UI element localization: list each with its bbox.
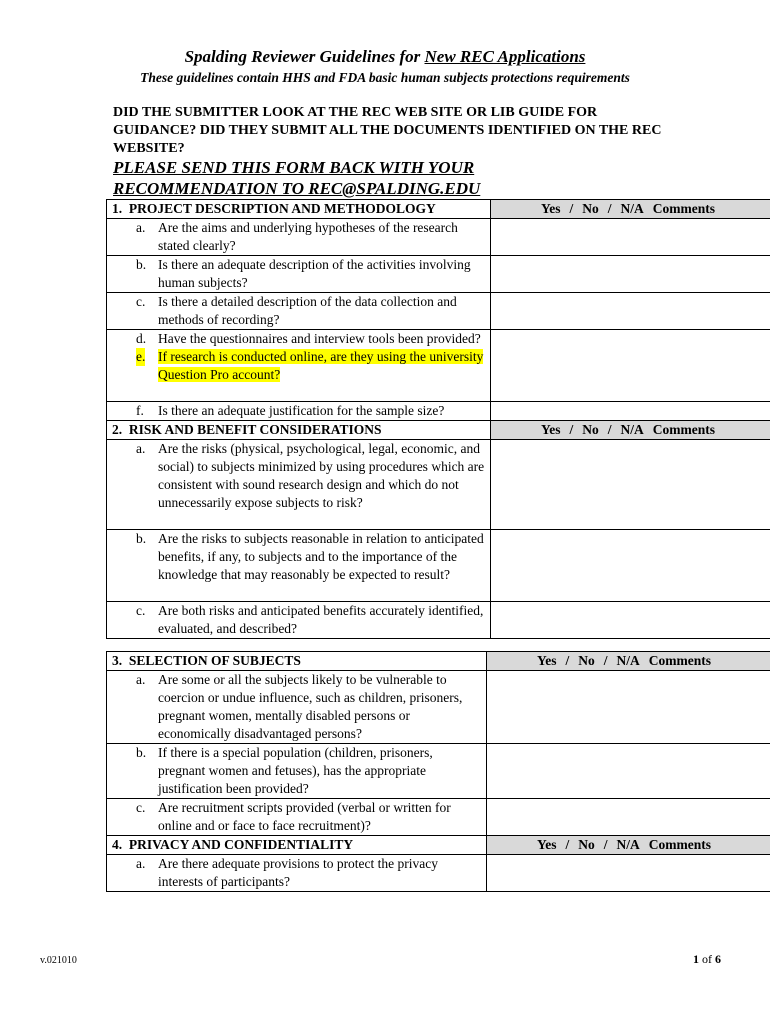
table-row bbox=[107, 402, 770, 421]
item-text-highlighted: If research is conducted online, are they using the university Question Pro account? bbox=[158, 349, 484, 382]
title-prefix: Spalding Reviewer Guidelines for bbox=[184, 47, 425, 66]
page-total: 6 bbox=[715, 952, 721, 966]
col-slash: / bbox=[565, 653, 570, 668]
col-yes: Yes bbox=[537, 837, 557, 852]
item-question bbox=[107, 602, 491, 639]
col-slash: / bbox=[607, 201, 612, 216]
item-text: Have the questionnaires and interview tools been provided? bbox=[158, 331, 481, 346]
item-question bbox=[107, 219, 491, 256]
col-slash: / bbox=[603, 653, 608, 668]
col-slash: / bbox=[569, 201, 574, 216]
item-question bbox=[107, 671, 487, 744]
answer-columns-header bbox=[491, 200, 770, 219]
item-text: Are the aims and underlying hypotheses of the research stated clearly? bbox=[158, 220, 458, 253]
answer-cell[interactable] bbox=[487, 799, 770, 836]
section-number: 3. bbox=[112, 653, 123, 668]
item-text: Are recruitment scripts provided (verbal or written for online and or face to face recruitment)? bbox=[158, 800, 451, 833]
item-text: Is there an adequate justification for the sample size? bbox=[158, 403, 445, 418]
item-text: Are the risks to subjects reasonable in relation to anticipated benefits, if any, to subjects and to the importance of the knowledge that may reasonably be expected to result? bbox=[158, 531, 484, 582]
version-label: v.021010 bbox=[40, 955, 77, 966]
section-title-text: PRIVACY AND CONFIDENTIALITY bbox=[128, 837, 354, 852]
send-notice: PLEASE SEND THIS FORM BACK WITH YOUR RECOMMENDATION TO REC@SPALDING.EDU bbox=[113, 158, 481, 198]
item-letter: a. bbox=[136, 220, 146, 235]
page-of: of bbox=[702, 952, 712, 966]
col-comments: Comments bbox=[652, 422, 716, 437]
col-na: N/A bbox=[620, 201, 644, 216]
table-row bbox=[107, 602, 770, 639]
answer-cell[interactable] bbox=[491, 440, 770, 530]
section-title bbox=[107, 836, 487, 855]
table-row bbox=[107, 330, 770, 402]
col-slash: / bbox=[603, 837, 608, 852]
answer-cell[interactable] bbox=[491, 530, 770, 602]
item-question bbox=[107, 330, 491, 402]
section-header-row bbox=[107, 652, 770, 671]
col-comments: Comments bbox=[648, 653, 712, 668]
item-question bbox=[107, 440, 491, 530]
answer-columns-header bbox=[491, 421, 770, 440]
item-question bbox=[107, 855, 487, 892]
answer-cell[interactable] bbox=[487, 855, 770, 892]
section-title-text: PROJECT DESCRIPTION AND METHODOLOGY bbox=[128, 201, 436, 216]
col-yes: Yes bbox=[541, 422, 561, 437]
page-current: 1 bbox=[693, 952, 699, 966]
item-letter-highlighted: e. bbox=[136, 349, 146, 364]
section-table-1 bbox=[106, 199, 770, 639]
item-letter: a. bbox=[136, 672, 146, 687]
table-row bbox=[107, 530, 770, 602]
table-row bbox=[107, 671, 770, 744]
item-question bbox=[107, 402, 491, 421]
section-title bbox=[107, 652, 487, 671]
table-row bbox=[107, 256, 770, 293]
item-question bbox=[107, 744, 487, 799]
col-no: No bbox=[582, 422, 599, 437]
table-row bbox=[107, 293, 770, 330]
item-letter: b. bbox=[136, 745, 147, 760]
item-question bbox=[107, 799, 487, 836]
col-comments: Comments bbox=[648, 837, 712, 852]
section-header-row bbox=[107, 836, 770, 855]
col-na: N/A bbox=[620, 422, 644, 437]
section-title-text: SELECTION OF SUBJECTS bbox=[128, 653, 301, 668]
item-text: If there is a special population (children, prisoners, pregnant women and fetuses), has the appropriate justification been provided? bbox=[158, 745, 433, 796]
section-number: 4. bbox=[112, 837, 123, 852]
section-table-2 bbox=[106, 651, 770, 892]
section-title bbox=[107, 421, 491, 440]
section-header-row bbox=[107, 421, 770, 440]
table-row bbox=[107, 440, 770, 530]
page-number bbox=[693, 952, 721, 967]
answer-cell[interactable] bbox=[487, 671, 770, 744]
item-question bbox=[107, 256, 491, 293]
answer-cell[interactable] bbox=[487, 744, 770, 799]
col-comments: Comments bbox=[652, 201, 716, 216]
table-row bbox=[107, 799, 770, 836]
table-row bbox=[107, 744, 770, 799]
col-slash: / bbox=[607, 422, 612, 437]
item-letter: b. bbox=[136, 531, 147, 546]
item-text: Is there an adequate description of the activities involving human subjects? bbox=[158, 257, 471, 290]
page-title bbox=[0, 47, 770, 67]
item-question bbox=[107, 293, 491, 330]
section-header-row bbox=[107, 200, 770, 219]
item-question bbox=[107, 530, 491, 602]
col-no: No bbox=[582, 201, 599, 216]
item-letter: d. bbox=[136, 331, 147, 346]
section-title bbox=[107, 200, 491, 219]
item-letter: a. bbox=[136, 441, 146, 456]
table-row bbox=[107, 219, 770, 256]
col-slash: / bbox=[569, 422, 574, 437]
col-yes: Yes bbox=[541, 201, 561, 216]
col-slash: / bbox=[565, 837, 570, 852]
guidance-question: DID THE SUBMITTER LOOK AT THE REC WEB SITE OR LIB GUIDE FOR GUIDANCE? DID THEY SUBMIT ALL THE DOCUMENTS IDENTIFIED ON THE REC WEBSITE? bbox=[113, 105, 662, 156]
item-letter: c. bbox=[136, 294, 146, 309]
col-na: N/A bbox=[616, 837, 640, 852]
section-number: 1. bbox=[112, 201, 123, 216]
item-letter: a. bbox=[136, 856, 146, 871]
col-no: No bbox=[578, 837, 595, 852]
col-no: No bbox=[578, 653, 595, 668]
item-letter: f. bbox=[136, 403, 144, 418]
answer-cell[interactable] bbox=[491, 602, 770, 639]
item-text: Are there adequate provisions to protect the privacy interests of participants? bbox=[158, 856, 439, 889]
section-title-text: RISK AND BENEFIT CONSIDERATIONS bbox=[128, 422, 382, 437]
answer-cell[interactable] bbox=[491, 256, 770, 293]
section-number: 2. bbox=[112, 422, 123, 437]
answer-columns-header bbox=[487, 836, 770, 855]
item-text: Are the risks (physical, psychological, legal, economic, and social) to subjects minimized by using procedures which are consistent with sound research design and which do not unnecessarily expose subjects to risk? bbox=[158, 441, 485, 510]
col-na: N/A bbox=[616, 653, 640, 668]
item-letter: c. bbox=[136, 603, 146, 618]
item-letter: b. bbox=[136, 257, 147, 272]
item-text: Are both risks and anticipated benefits accurately identified, evaluated, and described? bbox=[158, 603, 484, 636]
item-letter: c. bbox=[136, 800, 146, 815]
item-text: Are some or all the subjects likely to be vulnerable to coercion or undue influence, such as children, prisoners, pregnant women, mentally disabled persons or economically disadvantaged persons? bbox=[158, 672, 463, 741]
answer-cell[interactable] bbox=[491, 219, 770, 256]
page-subtitle: These guidelines contain HHS and FDA basic human subjects protections requirements bbox=[140, 70, 630, 85]
table-row bbox=[107, 855, 770, 892]
col-yes: Yes bbox=[537, 653, 557, 668]
answer-cell[interactable] bbox=[491, 402, 770, 421]
item-text: Is there a detailed description of the data collection and methods of recording? bbox=[158, 294, 457, 327]
answer-columns-header bbox=[487, 652, 770, 671]
title-underlined: New REC Applications bbox=[424, 47, 586, 66]
answer-cell[interactable] bbox=[491, 330, 770, 402]
answer-cell[interactable] bbox=[491, 293, 770, 330]
